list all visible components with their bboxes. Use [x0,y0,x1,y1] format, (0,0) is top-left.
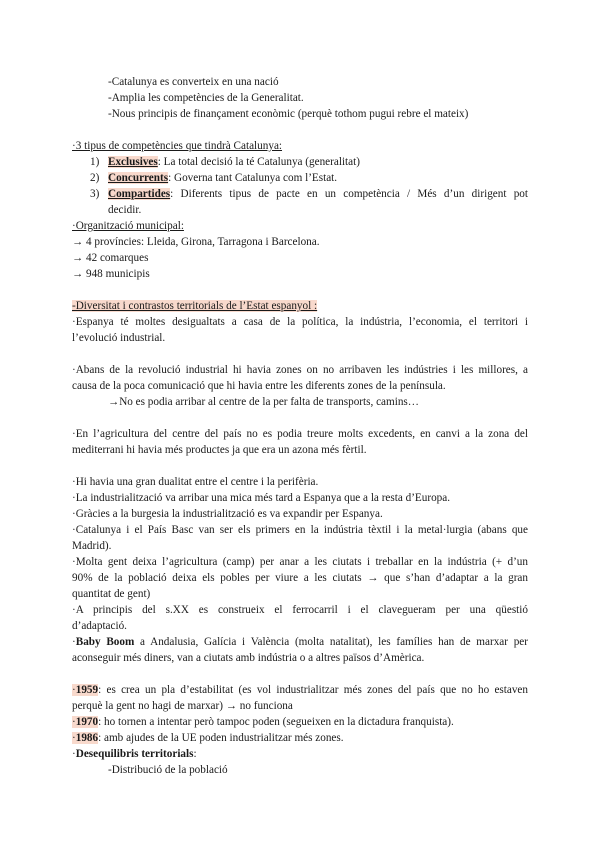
desequilibris-colon: : [193,748,197,760]
municipal-item-3: → 948 municipis [72,268,150,280]
bullet-3: ·Gràcies a la burgesia la industrialització es va expandir per Espanya. [72,508,383,520]
paragraph-2-arrow: →No es podia arribar al centre de la per falta de transports, camins… [108,396,419,408]
intro-line-1: -Catalunya es converteix en una nació [108,76,279,88]
municipal-item-1: → 4 províncies: Lleida, Girona, Tarragona i Barcelona. [72,236,320,248]
distribucio-line: -Distribució de la població [108,764,228,776]
date-1959-prefix: · [72,684,76,696]
date-1986-line [72,730,528,746]
date-1970-line [72,714,528,730]
bullet-7-text: a Andalusia, Galícia i València (molta natalitat), les famílies han de marxar per [134,636,528,648]
date-1986-prefix: · [72,732,76,744]
competencies-heading: ·3 tipus de competències que tindrà Catalunya: [72,140,283,152]
bullet-1: ·Hi havia una gran dualitat entre el centre i la perifèria. [72,476,319,488]
date-1970-text: : ho tornen a intentar però tampoc poden (segueixen en la dictadura franquista). [98,716,454,728]
list-number-3: 3) [90,188,100,200]
term-concurrents: Concurrents [108,172,169,184]
paragraph-3-line-2: mediterrani hi havia més productes ja que era un azona més fèrtil. [72,444,367,456]
bullet-7-line-1 [72,634,528,650]
competency-item-3 [108,186,528,202]
competency-item-3-cont: decidir. [108,204,142,216]
date-1986: 1986 [75,732,99,744]
date-1959-line-1 [72,682,528,698]
date-1986-text: : amb ajudes de la UE poden industrialitzar més zones. [98,732,344,744]
competency-3-text: : Diferents tipus de pacte en un competència / Més d’un dirigent pot [170,188,528,200]
competency-1-text: : La total decisió la té Catalunya (generalitat) [157,156,360,168]
bullet-6-line-1: ·A principis del s.XX es construeix el ferrocarril i el clavegueram per una qüestió [72,604,528,616]
term-exclusives: Exclusives [108,156,158,168]
section-heading-diversitat [72,298,528,314]
intro-line-2: -Amplia les competències de la Generalitat. [108,92,304,104]
list-number-1: 1) [90,156,100,168]
paragraph-2-line-2: causa de la poca comunicació que hi havia entre les diferents zones de la península. [72,380,446,392]
bullet-5-line-3: quantitat de gent) [72,588,151,600]
date-1959-line-2: perquè la gent no hagi de marxar) → no funciona [72,700,293,712]
bullet-5-line-2: 90% de la població deixa els pobles per viure a les ciutats → que s’han d’adaptar a la gran [72,572,528,584]
paragraph-1-line-2: l’evolució industrial. [72,332,166,344]
intro-line-3: -Nous principis de finançament econòmic (perquè tothom pugui rebre el mateix) [108,108,469,120]
date-1970-prefix: · [72,716,76,728]
paragraph-1-line-1: ·Espanya té moltes desigualtats a casa de la política, la indústria, l’economia, el territori i [72,316,528,328]
term-desequilibris: Desequilibris territorials [75,748,194,760]
competency-item-2 [108,170,528,186]
bullet-6-line-2: d’adaptació. [72,620,127,632]
desequilibris-prefix: · [72,748,76,760]
bullet-2: ·La industrialització va arribar una mica més tard a Espanya que a la resta d’Europa. [72,492,451,504]
bullet-5-line-1: ·Molta gent deixa l’agricultura (camp) per anar a les ciutats i treballar en la indústria (+ d’un [72,556,528,568]
list-number-2: 2) [90,172,100,184]
competency-item-1 [108,154,528,170]
bullet-7-line-2: aconseguir més diners, van a ciutats amb indústria o a altres països d’Amèrica. [72,652,425,664]
paragraph-2-line-1: ·Abans de la revolució industrial hi havia zones on no arribaven les indústries i les millores, a [72,364,528,376]
date-1959-text: : es crea un pla d’estabilitat (es vol industrialitzar més zones del país que no ho estaven [98,684,528,696]
bullet-4-line-1: ·Catalunya i el País Basc van ser els primers en la indústria tèxtil i la metal·lurgia (abans que [72,524,528,536]
bullet-4-line-2: Madrid). [72,540,112,552]
term-baby-boom: Baby Boom [75,636,135,648]
municipal-heading: ·Organització municipal: [72,220,184,232]
competency-2-text: : Governa tant Catalunya com l’Estat. [168,172,338,184]
municipal-item-2: → 42 comarques [72,252,149,264]
date-1959: 1959 [75,684,99,696]
term-compartides: Compartides [108,188,171,200]
paragraph-3-line-1: ·En l’agricultura del centre del país no es podia treure molts excedents, en canvi a la zona del [72,428,528,440]
desequilibris-line [72,746,528,762]
bullet-7-prefix: · [72,636,76,648]
date-1970: 1970 [75,716,99,728]
diversitat-heading: -Diversitat i contrastos territorials de l’Estat espanyol : [72,300,318,312]
